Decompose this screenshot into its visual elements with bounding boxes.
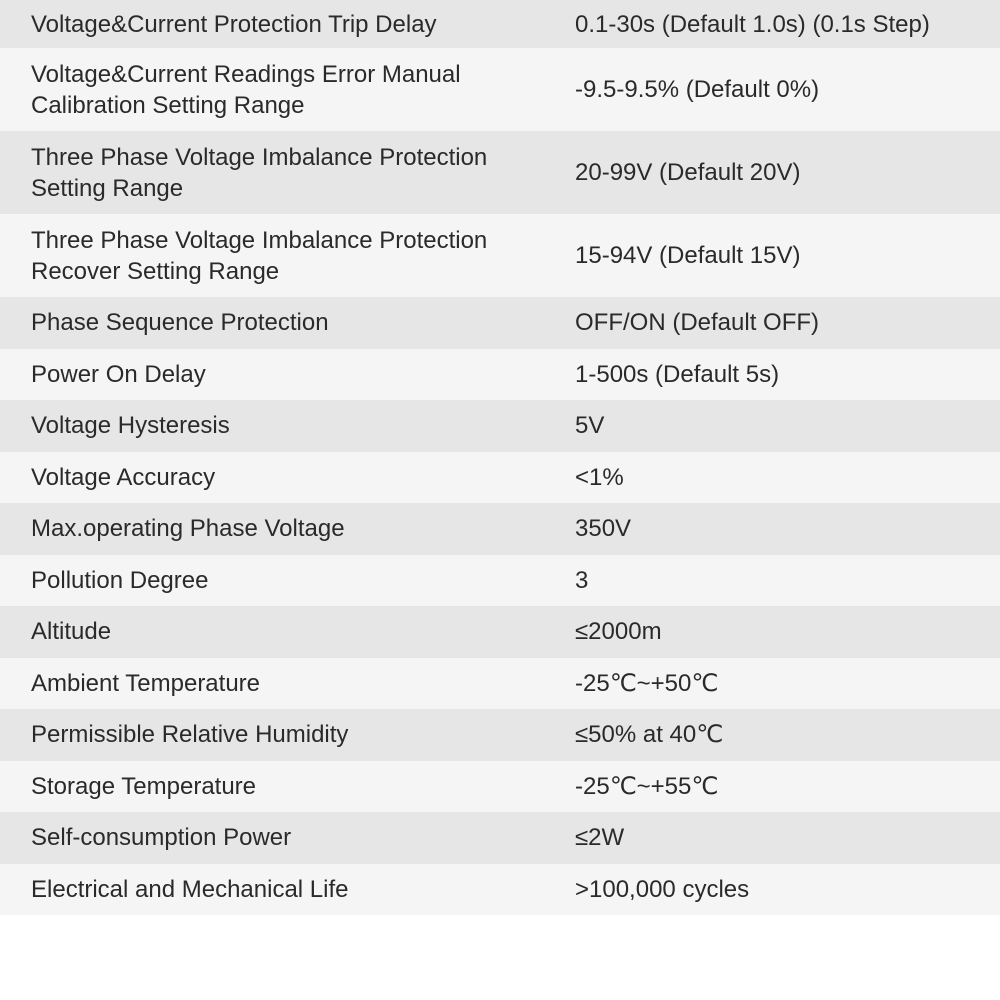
spec-row-self-consumption: [0, 812, 1000, 864]
spec-label: Voltage Accuracy: [31, 463, 216, 491]
spec-row-relative-humidity: [0, 709, 1000, 761]
spec-row-voltage-accuracy: [0, 452, 1000, 504]
spec-label: Self-consumption Power: [31, 824, 292, 852]
spec-value: -25℃~+50℃: [575, 669, 719, 697]
spec-row-altitude: [0, 606, 1000, 658]
spec-row-storage-temperature: [0, 761, 1000, 813]
spec-row-phase-sequence: [0, 297, 1000, 349]
spec-value: <1%: [575, 463, 624, 491]
spec-value: 5V: [575, 412, 605, 440]
spec-value: ≤50% at 40℃: [575, 721, 724, 749]
spec-label: Three Phase Voltage Imbalance Protection Recover Setting Range: [31, 226, 488, 285]
spec-label: Permissible Relative Humidity: [31, 721, 349, 749]
spec-row-imbalance-protection: [0, 131, 1000, 214]
spec-label: Pollution Degree: [31, 566, 209, 594]
spec-label: Storage Temperature: [31, 772, 257, 800]
spec-row-max-phase-voltage: [0, 503, 1000, 555]
spec-row-imbalance-recover: [0, 214, 1000, 297]
spec-label: Power On Delay: [31, 360, 206, 388]
spec-label: Altitude: [31, 618, 112, 646]
spec-value: >100,000 cycles: [575, 875, 750, 903]
spec-label: Electrical and Mechanical Life: [31, 875, 349, 903]
spec-value: -25℃~+55℃: [575, 772, 719, 800]
spec-value: -9.5-9.5% (Default 0%): [575, 76, 820, 103]
spec-row-voltage-hysteresis: [0, 400, 1000, 452]
spec-row-power-on-delay: [0, 349, 1000, 401]
spec-label: Phase Sequence Protection: [31, 309, 329, 337]
spec-value: 0.1-30s (Default 1.0s) (0.1s Step): [575, 10, 930, 38]
spec-value: 20-99V (Default 20V): [575, 159, 801, 186]
spec-label: Three Phase Voltage Imbalance Protection Setting Range: [31, 143, 488, 202]
spec-row-pollution-degree: [0, 555, 1000, 607]
spec-row-calibration-range: [0, 48, 1000, 131]
spec-row-mechanical-life: [0, 864, 1000, 916]
spec-label: Voltage Hysteresis: [31, 412, 230, 440]
spec-value: 1-500s (Default 5s): [575, 360, 780, 388]
spec-label: Max.operating Phase Voltage: [31, 515, 345, 543]
spec-value: ≤2W: [575, 824, 625, 852]
spec-value: 15-94V (Default 15V): [575, 242, 801, 269]
spec-row-ambient-temperature: [0, 658, 1000, 710]
spec-value: 350V: [575, 515, 632, 543]
spec-label: Ambient Temperature: [31, 669, 261, 697]
spec-value: ≤2000m: [575, 618, 662, 646]
spec-label: Voltage&Current Readings Error Manual Calibration Setting Range: [31, 60, 461, 119]
spec-row-trip-delay: [0, 0, 1000, 48]
spec-label: Voltage&Current Protection Trip Delay: [31, 10, 437, 38]
spec-value: 3: [575, 566, 589, 594]
spec-value: OFF/ON (Default OFF): [575, 309, 820, 337]
